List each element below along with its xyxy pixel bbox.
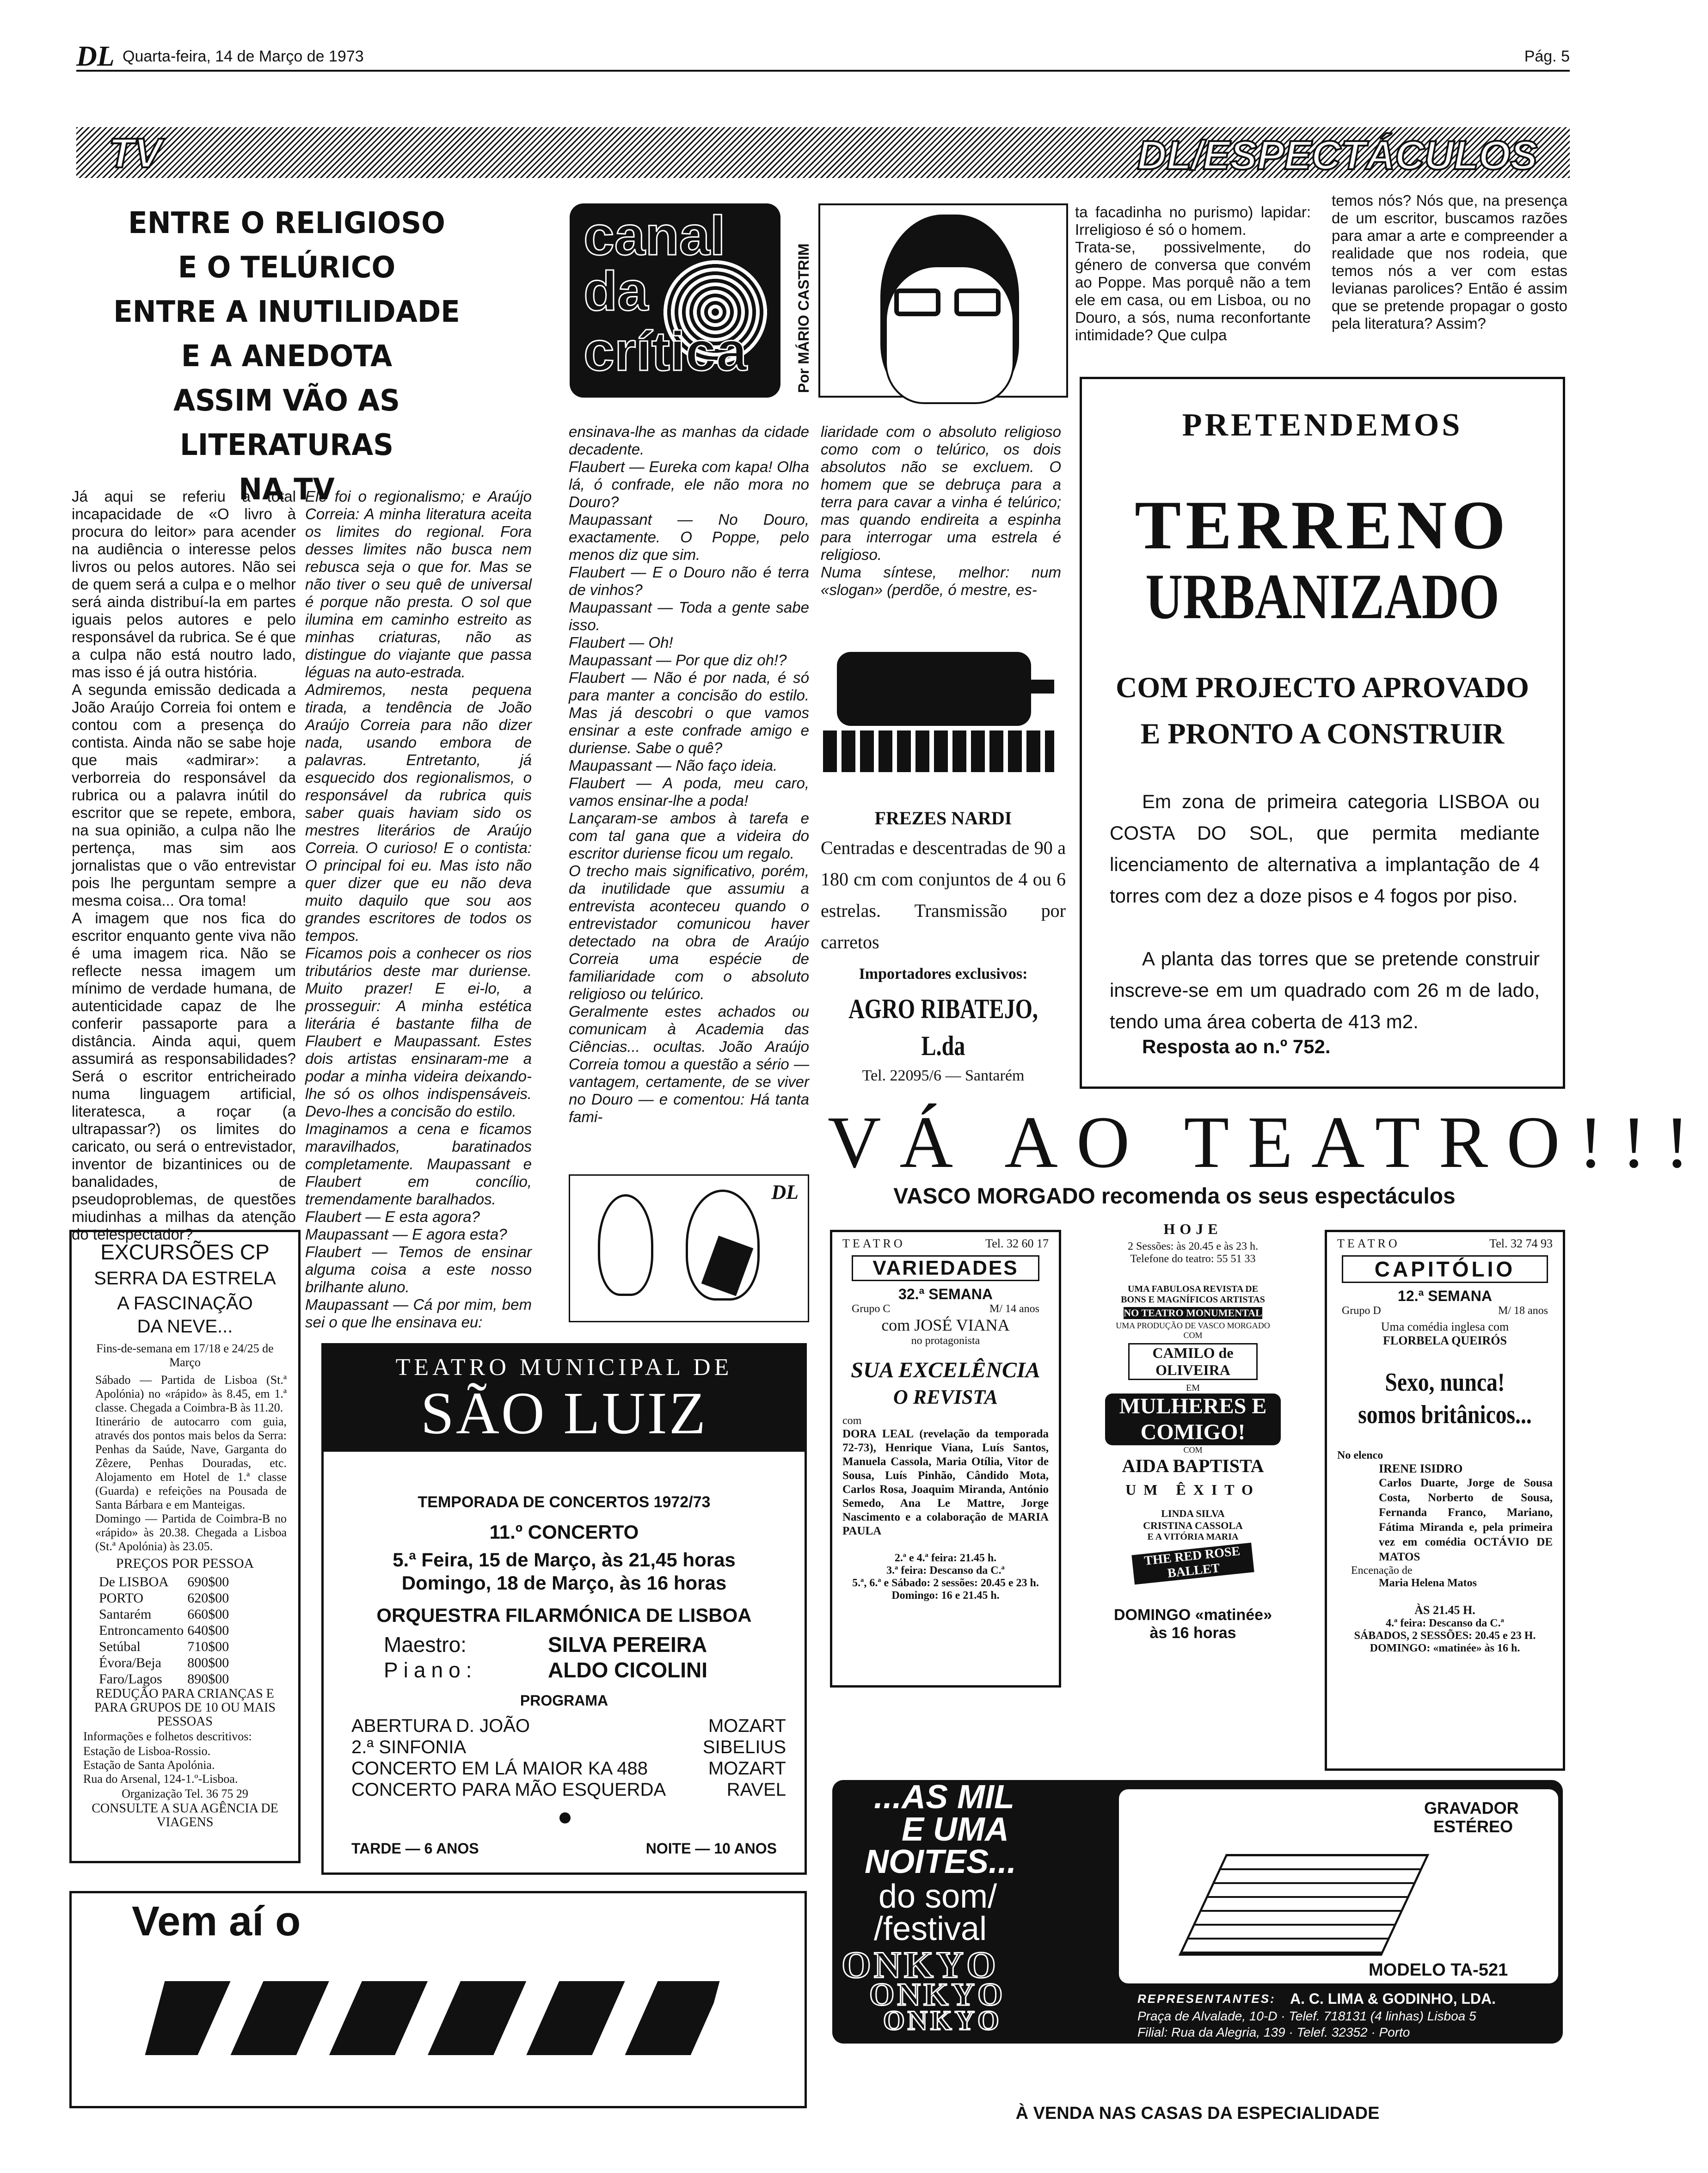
exc-item-1: Sábado — Partida de Lisboa (St.ª Apolónia) no «rápido» às 8.45, em 1.ª classe. Chegada a Coimbra-B às 11.20.: [95, 1373, 287, 1414]
critica-byline: Por MÁRIO CASTRIM: [795, 243, 812, 393]
frezes-importers: Importadores exclusivos:: [859, 965, 1028, 982]
cartoon: [569, 1174, 809, 1322]
section-banner: [76, 127, 1570, 178]
exc-info: Informações e folhetos descritivos:: [83, 1730, 252, 1743]
terreno-reply: Resposta ao n.º 752.: [1142, 1036, 1331, 1057]
terreno-p1: Em zona de primeira categoria LISBOA ou COSTA DO SOL, que permita mediante licenciamento de alternativa a implantação de 4 torres com dez a doze pisos e 4 fogos por piso.: [1110, 791, 1540, 907]
article-col-3: ensinava-lhe as manhas da cidade decadente. Flaubert — Eureka com kapa! Olha lá, ó confrade, ele não mora no Douro? Maupassant — No Douro, exactamente. O Poppe, pelo menos diz que sim. Flaubert — E o Douro não é terra de vinhos? Maupassant — Toda a gente sabe isso. Flaubert — Oh! Maupassant — Por que diz oh!? Flaubert — Não é por nada, é só para manter a concisão do estilo. Mas já descobri o que vamos ensinar a este confrade amigo e duriense. Sabe o quê? Maupassant — Não faço ideia. Flaubert — A poda, meu caro, vamos ensinar-lhe a poda! Lançaram-se ambos à tarefa e com tal gana que a videira do escritor duriense ficou um regalo. O trecho mais significativo, porém, da inutilidade que assumiu a entrevista aconteceu quando o entrevistador comunicou haver detectado na obra de Araújo Correia uma espécie de familiaridade com o absoluto religioso ou telúrico. Geralmente estes achados ou comunicam à Academia das Ciências... ocultas. João Araújo Correia tomou a questão a sério — vantagem, certamente, de se viver no Douro — e comentou: Há tanta fami-: [569, 423, 809, 1125]
onkyo-ad: ...AS MIL E UMA NOITES... do som/ /festival ONKYO ONKYO ONKYO GRAVADOR ESTÉREO MODELO TA-521 REPRESENTANTES: A. C. LIMA & GODINHO, LDA. Praça de Alvalade, 10-D · Telef. 718131 (4 linhas) Lisboa 5 Filial: Rua da Alegria, 139 · Telef. 32352 · Porto: [832, 1780, 1563, 2044]
header-date: Quarta-feira, 14 de Março de 1973: [123, 48, 364, 65]
critica-word-3: crítica: [584, 320, 747, 382]
exc-sub1: SERRA DA ESTRELA: [94, 1268, 276, 1289]
banner-tv: TV: [109, 130, 162, 177]
excursoes-ad: EXCURSÕES CP SERRA DA ESTRELA A FASCINAÇÃO DA NEVE... Fins-de-semana em 17/18 e 24/25 de Março Sábado — Partida de Lisboa (St.ª Apolónia) no «rápido» às 8.45, em 1.ª classe. Chegada a Coimbra-B às 11.20. Itinerário de autocarro com guia, através dos pontos mais belos da Serra: Penhas da Saúde, Nave, Garganta do Zêzere, Penhas Douradas, etc. Alojamento em Hotel de 1.ª classe (Guarda) e refeições na Pousada de Santa Bárbara e em Manteigas. Domingo — Partida de Coimbra-B no «rápido» às 20.38. Chegada a Lisboa (St.ª Apolónia) às 23.05. PREÇOS POR PESSOA De LISBOA 690$00 PORTO 620$00 Santarém 660$00 Entroncamento 640$00 Setúbal 710$00 Évora/Beja 800$00 Faro/Lagos 890$00 REDUÇÃO PARA CRIANÇAS E PARA GRUPOS DE 10 OU MAIS PESSOAS Informações e folhetos descritivos: Estação de Lisboa-Rossio. Estação de Santa Apolónia. Rua do Arsenal, 124-1.º-Lisboa. Organização Tel. 36 75 29 CONSULTE A SUA AGÊNCIA DE VIAGENS: [69, 1230, 301, 1863]
capitolio-name: CAPITÓLIO: [1342, 1255, 1548, 1283]
monumental-ad: HOJE 2 Sessões: às 20.45 e às 23 h. Telefone do teatro: 55 51 33 UMA FABULOSA REVISTA DE BONS E MAGNÍFICOS ARTISTAS NO TEATRO MONUMENTAL UMA PRODUÇÃO DE VASCO MORGADO COM CAMILO de OLIVEIRA EM MULHERES E COMIGO! COM AIDA BAPTISTA UM ÊXITO LINDA SILVA CRISTINA CASSOLA E A VITÓRIA MARIA THE RED ROSE BALLET DOMINGO «matinée» às 16 horas: [1073, 1221, 1313, 1771]
saoluiz-header: TEATRO MUNICIPAL DE SÃO LUIZ: [324, 1345, 805, 1452]
variedades-name: VARIEDADES: [852, 1255, 1039, 1281]
frezes-text: Centradas e descentradas de 90 a 180 cm com conjuntos de 4 ou 6 estrelas. Transmissão por carretos: [821, 837, 1066, 952]
article-col-1: Já aqui se referiu a total incapacidade de «O livro à procura do leitor» para acender na audiência o interesse pelos livros ou pelos autores. Não sei de quem será a culpa e o melhor será ainda distribuí-la em partes iguais pelos autores e pelo responsável da rubrica. Se é que a culpa não está noutro lado, mas isso é já outra história. A segunda emissão dedicada a João Araújo Correia foi ontem e contou com a presença do contista. Ainda não se sabe hoje que mais «admirar»: a verborreia do responsável da rubrica ou a palavra inútil do escritor que se repete, embora, na sua opinião, a culpa não lhe pertença, mas sim aos jornalistas que o vão entrevistar pois lhe perguntam sempre a mesma coisa... Ora toma! A imagem que nos fica do escritor enquanto gente viva não é uma imagem rica. Não se reflecte nessa imagem um mínimo de verdade humana, de autenticidade capaz de lhe conferir passaporte para a distância. Ainda aqui, quem assumirá as responsabilidades? Será o escritor entricheirado numa linguagem artificial, literatesca, a roçar (a ultrapassar?) os limites do caricato, ou será o entrevistador, inventor de bizantinices ou de banalidades, de pseudoproblemas, de questões miudinhas a milhas da atenção do telespectador?: [72, 488, 296, 1243]
terreno-p2: A planta das torres que se pretende construir inscreve-se em um quadrado com 26 m de lado, tendo uma área coberta de 413 m2.: [1110, 948, 1540, 1032]
critica-word-1: canal: [584, 205, 725, 267]
variedades-ad: TEATRO Tel. 32 60 17 VARIEDADES 32.ª SEMANA Grupo C M/ 14 anos com JOSÉ VIANA no protagonista SUA EXCELÊNCIA O REVISTA com DORA LEAL (revelação da temporada 72-73), Henrique Viana, Luís Santos, Manuela Cassola, Maria Otília, Vitor de Sousa, Luís Pinhão, Cândido Mota, Carlos Rosa, Joaquim Miranda, António Semedo, Ana Le Mattre, Jorge Nascimento e a colaboração de MARIA PAULA 2.ª e 4.ª feira: 21.45 h. 3.ª feira: Descanso da C.ª 5.ª, 6.ª e Sábado: 2 sessões: 20.45 e 23 h. Domingo: 16 e 21.45 h.: [830, 1230, 1061, 1688]
exc-sub2: A FASCINAÇÃO: [117, 1293, 253, 1314]
terreno-l1: PRETENDEMOS: [1182, 407, 1463, 443]
dl-logo: DL: [76, 41, 115, 72]
terreno-l5: E PRONTO A CONSTRUIR: [1140, 717, 1505, 750]
exc-prices: De LISBOA 690$00 PORTO 620$00 Santarém 660$00 Entroncamento 640$00 Setúbal 710$00 Évora/Beja 800$00 Faro/Lagos 890$00: [99, 1574, 229, 1687]
article-col-4: liaridade com o absoluto religioso como com o telúrico, os dois absolutos não se excluem. O homem que se debruça para a terra para cavar a vinha é telúrico; mas quando endireita a espinha para interrogar uma estrela é religioso. Numa síntese, melhor: num «slogan» (perdõe, ó mestre, es-: [821, 423, 1061, 598]
exc-reducao: REDUÇÃO PARA CRIANÇAS E PARA GRUPOS DE 10 OU MAIS PESSOAS: [94, 1687, 276, 1729]
critica-word-2: da: [584, 260, 649, 322]
capitolio-ad: TEATRO Tel. 32 74 93 CAPITÓLIO 12.ª SEMANA Grupo D M/ 18 anos Uma comédia inglesa com FLORBELA QUEIRÓS Sexo, nunca! somos britânicos... No elenco IRENE ISIDRO Carlos Duarte, Jorge de Sousa Costa, Norberto de Sousa, Fernanda Franco, Mariano, Fátima Miranda e, pela primeira vez em comédia OCTÁVIO DE MATOS Encenação de Maria Helena Matos ÀS 21.45 H. 4.ª feira: Descanso da C.ª SÁBADOS, 2 SESSÕES: 20.45 e 23 H. DOMINGO: «matinée» às 16 h.: [1325, 1230, 1565, 1771]
terreno-ad: [1080, 377, 1565, 1089]
cartoon-signature: DL: [771, 1181, 799, 1203]
page-number: Pág. 5: [1524, 48, 1570, 65]
onkyo-venda: À VENDA NAS CASAS DA ESPECIALIDADE: [1015, 2104, 1380, 2123]
article-col-2: Ele foi o regionalismo; e Araújo Correia: A minha literatura aceita os limites do regional. Fora desses limites não busca nem rebusca seja o que for. Mas se não tiver o seu quê de universal é porque não presta. O sol que ilumina em caminho estreito as minhas criaturas, não as distingue do viajante que passa léguas na auto-estrada. Admiremos, nesta pequena tirada, a tendência de João Araújo Correia para não dizer nada, usando embora de palavras. Entretanto, já esquecido dos regionalismos, o responsável da rubrica quis saber quais haviam sido os mestres literários de Araújo Correia. O curioso! E o contista: O principal foi eu. Mas isto não quer dizer que eu não deva muito daquilo que sou aos grandes escritores de todos os tempos. Ficamos pois a conhecer os rios tributários deste mar duriense. Muito prazer! E ei-lo, a prosseguir: A minha estética literária é bastante filha de Flaubert e Maupassant. Estes dois artistas ensinaram-me a podar a minha videira deixando-lhe só os olhos indispensáveis. Devo-lhes a concisão do estilo. Imaginamos a cena e ficamos maravilhados, baratinados completamente. Maupassant e Flaubert em concílio, tremendamente baralhados. Flaubert — E esta agora? Maupassant — E agora esta? Flaubert — Temos de ensinar alguma coisa a este nosso brilhante aluno. Maupassant — Cá por mim, bem sei o que lhe ensinava eu:: [305, 488, 532, 1331]
exc-item-3: Domingo — Partida de Coimbra-B no «rápido» às 20.38. Chegada a Lisboa (St.ª Apolónia) às 23.05.: [95, 1512, 287, 1553]
saoluiz-ad: TEATRO MUNICIPAL DE SÃO LUIZ TEMPORADA DE CONCERTOS 1972/73 11.º CONCERTO 5.ª Feira, 15 de Março, às 21,45 horas Domingo, 18 de Março, às 16 horas ORQUESTRA FILARMÓNICA DE LISBOA Maestro: SILVA PEREIRA Piano: ALDO CICOLINI PROGRAMA ABERTURA D. JOÃO MOZART 2.ª SINFONIA SIBELIUS CONCERTO EM LÁ MAIOR KA 488 MOZART CONCERTO PARA MÃO ESQUERDA RAVEL TARDE — 6 ANOS NOITE — 10 ANOS: [321, 1343, 807, 1875]
teatro-title: VÁ AO TEATRO!!!: [828, 1101, 1708, 1183]
article-headline: ENTRE O RELIGIOSO E O TELÚRICO ENTRE A INUTILIDADE E A ANEDOTA ASSIM VÃO AS LITERATURAS NA TV: [113, 206, 460, 507]
terreno-l4: COM PROJECTO APROVADO: [1116, 671, 1529, 704]
exc-prices-title: PREÇOS POR PESSOA: [116, 1556, 254, 1571]
frezes-ad: [821, 804, 1066, 1087]
teatro-subtitle: VASCO MORGADO recomenda os seus espectáculos: [893, 1184, 1456, 1209]
frezes-title: FREZES NARDI: [874, 808, 1012, 829]
exc-title: EXCURSÕES CP: [100, 1240, 270, 1264]
critica-logo: [570, 203, 780, 398]
frezes-company: AGRO RIBATEJO, L.da: [848, 994, 1038, 1061]
exc-item-2: Itinerário de autocarro com guia, através dos pontos mais belos da Serra: Penhas da Saúde, Nave, Garganta do Zêzere, Penhas Douradas, etc. Alojamento em Hotel de 1.ª classe (Guarda) e refeições na Pousada de Santa Bárbara e em Manteigas.: [95, 1415, 287, 1511]
page-header: [76, 41, 1570, 72]
author-portrait: [818, 203, 1068, 398]
vemai-ad: Vem aí o: [69, 1891, 807, 2108]
terreno-l2: TERRENO: [1135, 487, 1510, 564]
exc-dates: Fins-de-semana em 17/18 e 24/25 de Março: [96, 1342, 274, 1369]
exc-sub3: DA NEVE...: [137, 1316, 233, 1337]
article-col-5: ta facadinha no purismo) lapidar: Irreligioso é só o homem. Trata-se, possivelmente, do género de conversa que convém ao Poppe. Mas porquê não a tem ele em casa, ou em Lisboa, ou no Douro, a sós, numa reconfortante intimidade? Que culpa: [1075, 203, 1311, 344]
banner-espectaculos: DL/ESPECTÁCULOS: [1137, 132, 1537, 178]
tractor-image: [823, 633, 1059, 791]
program-list: ABERTURA D. JOÃO MOZART 2.ª SINFONIA SIBELIUS CONCERTO EM LÁ MAIOR KA 488 MOZART CONCERTO PARA MÃO ESQUERDA RAVEL: [351, 1716, 786, 1800]
terreno-l3: URBANIZADO: [1145, 561, 1499, 632]
article-col-6: temos nós? Nós que, na presença de um escritor, buscamos razões para amar a arte e compreender a realidade que nos rodeia, que temos nós a ver com estas levianas parolices? Então é assim que se pretende propagar o gosto pela literatura? Assim?: [1332, 192, 1567, 332]
frezes-tel: Tel. 22095/6 — Santarém: [862, 1067, 1025, 1084]
